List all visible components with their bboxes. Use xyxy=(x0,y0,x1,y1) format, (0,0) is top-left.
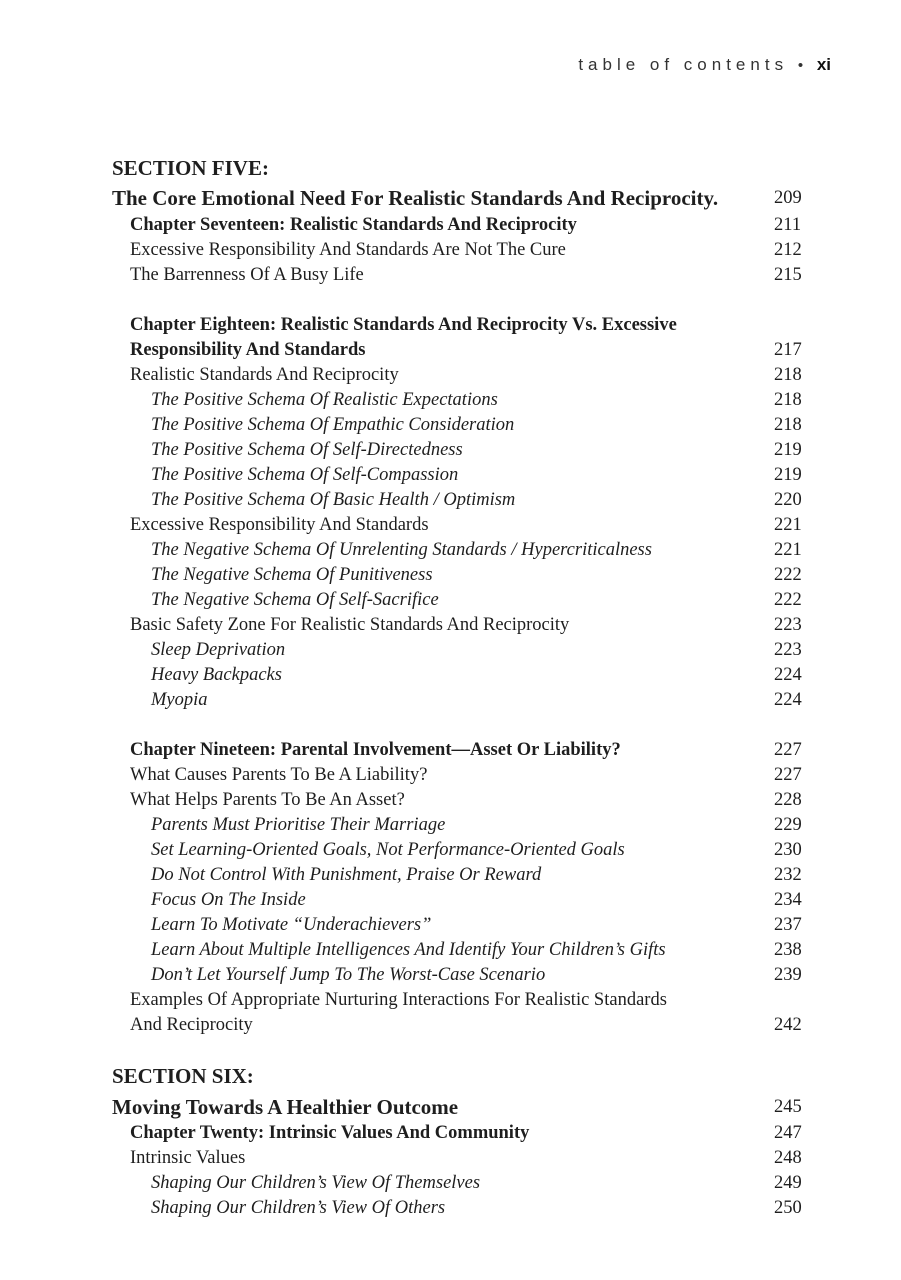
toc-subentry[interactable] xyxy=(0,463,901,488)
page-number: 247 xyxy=(774,1123,802,1143)
entry-title: Realistic Standards And Reciprocity xyxy=(130,365,399,385)
toc-subentry[interactable] xyxy=(0,888,901,913)
chapter-entry[interactable] xyxy=(0,313,901,338)
entry-title: Myopia xyxy=(151,690,208,710)
page-number: 221 xyxy=(774,540,802,560)
page-number: 248 xyxy=(774,1148,802,1168)
toc-entry[interactable] xyxy=(0,988,901,1013)
toc-subentry[interactable] xyxy=(0,563,901,588)
page-number: 218 xyxy=(774,390,802,410)
page-number: 234 xyxy=(774,890,802,910)
page-number: 239 xyxy=(774,965,802,985)
entry-title: The Positive Schema Of Realistic Expectations xyxy=(151,390,498,410)
entry-title: Learn To Motivate “Underachievers” xyxy=(151,915,432,935)
section-label xyxy=(0,1064,901,1089)
entry-title: And Reciprocity xyxy=(130,1015,253,1035)
toc-subentry[interactable] xyxy=(0,438,901,463)
page-number: 223 xyxy=(774,640,802,660)
section-label-text: SECTION FIVE: xyxy=(112,156,269,180)
toc-subentry[interactable] xyxy=(0,538,901,563)
running-title: table of contents xyxy=(578,55,789,74)
running-head xyxy=(578,55,831,75)
toc-entry[interactable] xyxy=(0,513,901,538)
chapter-title: Chapter Seventeen: Realistic Standards And Reciprocity xyxy=(130,215,577,235)
page-number: 249 xyxy=(774,1173,802,1193)
page-number: 230 xyxy=(774,840,802,860)
page-number: 222 xyxy=(774,590,802,610)
page-number: 219 xyxy=(774,465,802,485)
toc-subentry[interactable] xyxy=(0,388,901,413)
page-folio: xi xyxy=(816,55,831,74)
section-title[interactable] xyxy=(0,186,901,211)
chapter-title: Chapter Eighteen: Realistic Standards And Reciprocity Vs. Excessive xyxy=(130,315,677,335)
entry-title: Examples Of Appropriate Nurturing Interactions For Realistic Standards xyxy=(130,990,667,1010)
toc-subentry[interactable] xyxy=(0,913,901,938)
entry-title: The Positive Schema Of Empathic Consideration xyxy=(151,415,515,435)
page-number: 211 xyxy=(774,215,802,235)
entry-title: Focus On The Inside xyxy=(151,890,306,910)
section-title-text: The Core Emotional Need For Realistic Standards And Reciprocity. xyxy=(112,186,719,210)
section-title[interactable] xyxy=(0,1095,901,1120)
toc-subentry[interactable] xyxy=(0,588,901,613)
page-number: 224 xyxy=(774,690,802,710)
entry-title: Don’t Let Yourself Jump To The Worst-Case Scenario xyxy=(151,965,546,985)
page-number: 218 xyxy=(774,415,802,435)
page-number: 238 xyxy=(774,940,802,960)
entry-title: The Negative Schema Of Self-Sacrifice xyxy=(151,590,439,610)
entry-title: The Positive Schema Of Basic Health / Optimism xyxy=(151,490,516,510)
toc-entry[interactable] xyxy=(0,613,901,638)
page-number: 237 xyxy=(774,915,802,935)
entry-title: Learn About Multiple Intelligences And Identify Your Children’s Gifts xyxy=(151,940,666,960)
entry-title: Excessive Responsibility And Standards xyxy=(130,515,429,535)
entry-title: What Helps Parents To Be An Asset? xyxy=(130,790,405,810)
entry-title: Shaping Our Children’s View Of Others xyxy=(151,1198,446,1218)
chapter-title: Chapter Twenty: Intrinsic Values And Community xyxy=(130,1123,530,1143)
toc-entry[interactable] xyxy=(0,1146,901,1171)
page-number: 222 xyxy=(774,565,802,585)
toc-subentry[interactable] xyxy=(0,838,901,863)
toc-entry[interactable] xyxy=(0,363,901,388)
entry-title: The Negative Schema Of Punitiveness xyxy=(151,565,433,585)
page-number: 220 xyxy=(774,490,802,510)
toc-entry[interactable] xyxy=(0,1013,901,1038)
toc-subentry[interactable] xyxy=(0,413,901,438)
entry-title: Shaping Our Children’s View Of Themselves xyxy=(151,1173,481,1193)
page-number: 221 xyxy=(774,515,802,535)
page-number: 219 xyxy=(774,440,802,460)
toc-subentry[interactable] xyxy=(0,1196,901,1221)
section-title-text: Moving Towards A Healthier Outcome xyxy=(112,1095,459,1119)
page-number: 218 xyxy=(774,365,802,385)
entry-title: The Positive Schema Of Self-Directedness xyxy=(151,440,463,460)
toc-subentry[interactable] xyxy=(0,663,901,688)
page-number: 212 xyxy=(774,240,802,260)
toc-subentry[interactable] xyxy=(0,938,901,963)
section-label-text: SECTION SIX: xyxy=(112,1064,254,1088)
entry-title: Intrinsic Values xyxy=(130,1148,246,1168)
entry-title: Excessive Responsibility And Standards Are Not The Cure xyxy=(130,240,566,260)
entry-title: Parents Must Prioritise Their Marriage xyxy=(151,815,446,835)
entry-title: What Causes Parents To Be A Liability? xyxy=(130,765,428,785)
bullet-separator: • xyxy=(797,57,804,74)
toc-subentry[interactable] xyxy=(0,863,901,888)
toc-subentry[interactable] xyxy=(0,1171,901,1196)
toc-subentry[interactable] xyxy=(0,963,901,988)
page-number: 229 xyxy=(774,815,802,835)
toc-entry[interactable] xyxy=(0,263,901,288)
page-number: 232 xyxy=(774,865,802,885)
entry-title: Set Learning-Oriented Goals, Not Performance-Oriented Goals xyxy=(151,840,625,860)
toc-entry[interactable] xyxy=(0,763,901,788)
page-number: 217 xyxy=(774,340,802,360)
toc-entry[interactable] xyxy=(0,788,901,813)
page-number: 242 xyxy=(774,1015,802,1035)
entry-title: Basic Safety Zone For Realistic Standards And Reciprocity xyxy=(130,615,570,635)
toc-subentry[interactable] xyxy=(0,638,901,663)
entry-title: Heavy Backpacks xyxy=(151,665,282,685)
page-number: 227 xyxy=(774,765,802,785)
entry-title: The Barrenness Of A Busy Life xyxy=(130,265,364,285)
entry-title: Sleep Deprivation xyxy=(151,640,286,660)
chapter-entry[interactable] xyxy=(0,1121,901,1146)
chapter-title: Responsibility And Standards xyxy=(130,340,366,360)
page-number: 215 xyxy=(774,265,802,285)
chapter-entry[interactable] xyxy=(0,338,901,363)
page-number: 227 xyxy=(774,740,802,760)
chapter-entry[interactable] xyxy=(0,213,901,238)
page-number: 209 xyxy=(774,188,802,208)
page-number: 228 xyxy=(774,790,802,810)
page-number: 245 xyxy=(774,1097,802,1117)
entry-title: The Negative Schema Of Unrelenting Standards / Hypercriticalness xyxy=(151,540,652,560)
section-label xyxy=(0,156,901,181)
page-number: 250 xyxy=(774,1198,802,1218)
entry-title: The Positive Schema Of Self-Compassion xyxy=(151,465,459,485)
toc-subentry[interactable] xyxy=(0,488,901,513)
toc-subentry[interactable] xyxy=(0,813,901,838)
chapter-title: Chapter Nineteen: Parental Involvement—Asset Or Liability? xyxy=(130,740,621,760)
page-number: 223 xyxy=(774,615,802,635)
page-number: 224 xyxy=(774,665,802,685)
chapter-entry[interactable] xyxy=(0,738,901,763)
toc-entry[interactable] xyxy=(0,238,901,263)
entry-title: Do Not Control With Punishment, Praise Or Reward xyxy=(151,865,542,885)
toc-subentry[interactable] xyxy=(0,688,901,713)
